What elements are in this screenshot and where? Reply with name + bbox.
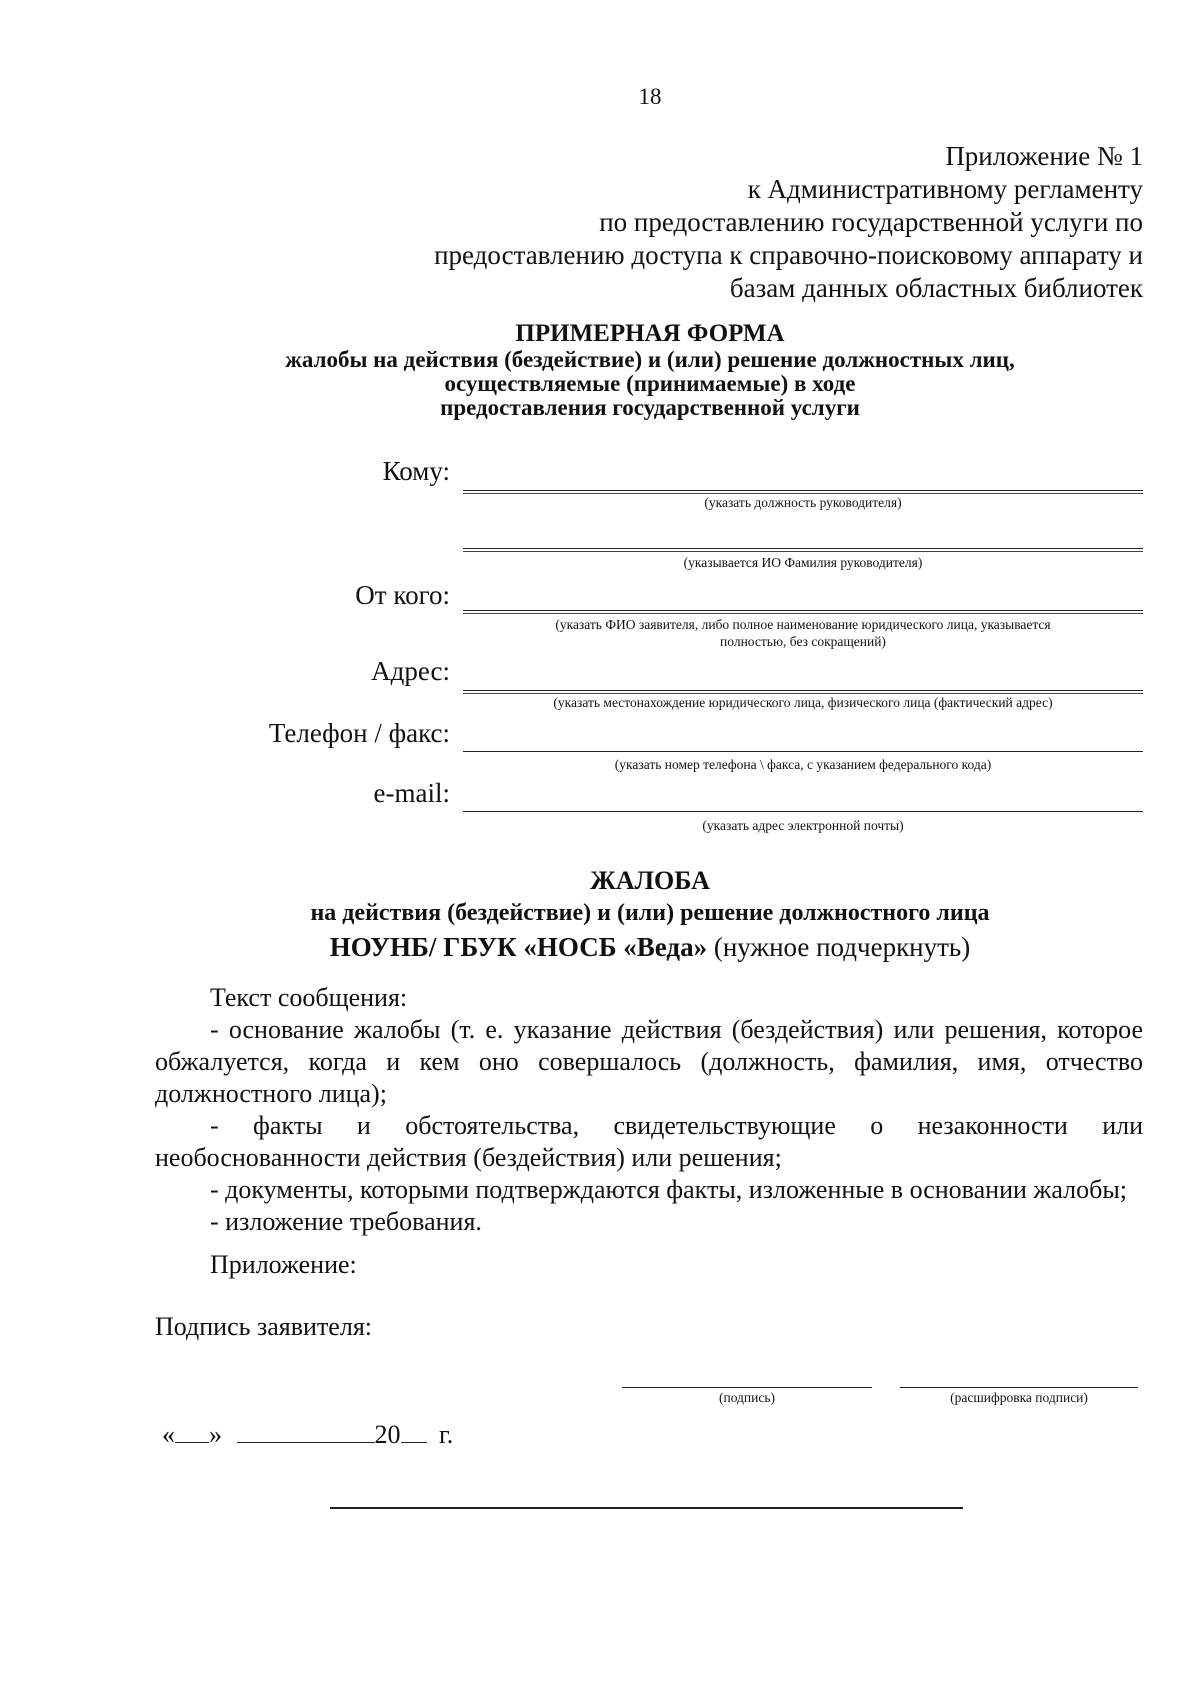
to-position-field[interactable] bbox=[463, 490, 1143, 491]
form-title: ПРИМЕРНАЯ ФОРМА bbox=[515, 320, 785, 347]
date-day-field[interactable] bbox=[175, 1420, 209, 1443]
complaint-heading bbox=[100, 865, 1200, 964]
complaint-title: ЖАЛОБА bbox=[590, 866, 710, 895]
date-close-quote: » bbox=[209, 1420, 222, 1449]
form-subtitle-line: осуществляемые (принимаемые) в ходе bbox=[444, 371, 856, 396]
email-hint: (указать адрес электронной почты) bbox=[702, 818, 904, 833]
signature-decode-field[interactable] bbox=[900, 1387, 1138, 1388]
date-year-prefix: 20 bbox=[374, 1420, 401, 1449]
signature-hint: (подпись) bbox=[718, 1390, 776, 1405]
email-label: e-mail: bbox=[373, 778, 450, 808]
bottom-rule bbox=[330, 1507, 963, 1509]
to-name-hint: (указывается ИО Фамилия руководителя) bbox=[683, 555, 923, 570]
address-hint: (указать местонахождение юридического лица, физического лица (фактический адрес) bbox=[553, 695, 1053, 710]
address-field[interactable] bbox=[463, 690, 1143, 691]
from-label: От кого: bbox=[355, 580, 450, 610]
message-block bbox=[155, 982, 1143, 1238]
page-number: 18 bbox=[638, 84, 662, 109]
date-year-field[interactable] bbox=[401, 1420, 427, 1443]
message-intro: Текст сообщения: bbox=[210, 983, 408, 1012]
from-hint bbox=[463, 616, 1143, 650]
appendix-line: Приложение № 1 bbox=[945, 141, 1143, 171]
appendix-block bbox=[343, 140, 1143, 305]
to-name-field[interactable] bbox=[463, 548, 1143, 549]
complaint-org: НОУНБ/ ГБУК «НОСБ «Веда» bbox=[329, 932, 708, 962]
address-label: Адрес: bbox=[371, 656, 450, 686]
form-heading bbox=[150, 320, 1150, 420]
date-open-quote: « bbox=[162, 1420, 175, 1449]
from-hint-line: полностью, без сокращений) bbox=[720, 634, 886, 649]
phone-field[interactable] bbox=[463, 751, 1143, 752]
appendix-line: к Административному регламенту bbox=[747, 174, 1143, 204]
message-item: - документы, которыми подтверждаются факты, изложенные в основании жалобы; bbox=[210, 1175, 1128, 1204]
date-year-suffix: г. bbox=[439, 1420, 454, 1449]
complaint-org-line bbox=[100, 930, 1200, 964]
complaint-subtitle: на действия (бездействие) и (или) решение должностного лица bbox=[310, 900, 990, 926]
appendix-line: по предоставлению государственной услуги по bbox=[599, 207, 1143, 237]
email-field[interactable] bbox=[463, 811, 1143, 812]
date-row bbox=[162, 1420, 453, 1450]
appendix-line: базам данных областных библиотек bbox=[729, 273, 1143, 303]
form-subtitle-line: предоставления государственной услуги bbox=[440, 395, 860, 420]
message-item: - факты и обстоятельства, свидетельствующие о незаконности или необоснованности действия (бездействия) или решения; bbox=[155, 1111, 1143, 1172]
signature-decode-hint: (расшифровка подписи) bbox=[950, 1390, 1088, 1405]
form-subtitle-line: жалобы на действия (бездействие) и (или) решение должностных лиц, bbox=[285, 347, 1015, 372]
message-item: - изложение требования. bbox=[210, 1207, 482, 1236]
from-hint-line: (указать ФИО заявителя, либо полное наименование юридического лица, указывается bbox=[555, 617, 1051, 632]
attachment-label: Приложение: bbox=[210, 1250, 357, 1279]
to-position-hint: (указать должность руководителя) bbox=[704, 495, 902, 510]
appendix-line: предоставлению доступа к справочно-поисковому аппарату и bbox=[434, 240, 1143, 270]
date-month-field[interactable] bbox=[237, 1420, 375, 1443]
to-label: Кому: bbox=[382, 456, 450, 486]
signature-label: Подпись заявителя: bbox=[155, 1312, 373, 1341]
phone-hint: (указать номер телефона \ факса, с указанием федерального кода) bbox=[614, 757, 992, 772]
message-item: - основание жалобы (т. е. указание действия (бездействия) или решения, которое обжалуется, когда и кем оно совершалось (должность, фамилия, имя, отчество должностного лица); bbox=[155, 1015, 1143, 1108]
signature-field[interactable] bbox=[622, 1387, 872, 1388]
complaint-org-note: (нужное подчеркнуть) bbox=[713, 932, 971, 962]
phone-label: Телефон / факс: bbox=[268, 718, 450, 748]
from-field[interactable] bbox=[463, 610, 1143, 611]
